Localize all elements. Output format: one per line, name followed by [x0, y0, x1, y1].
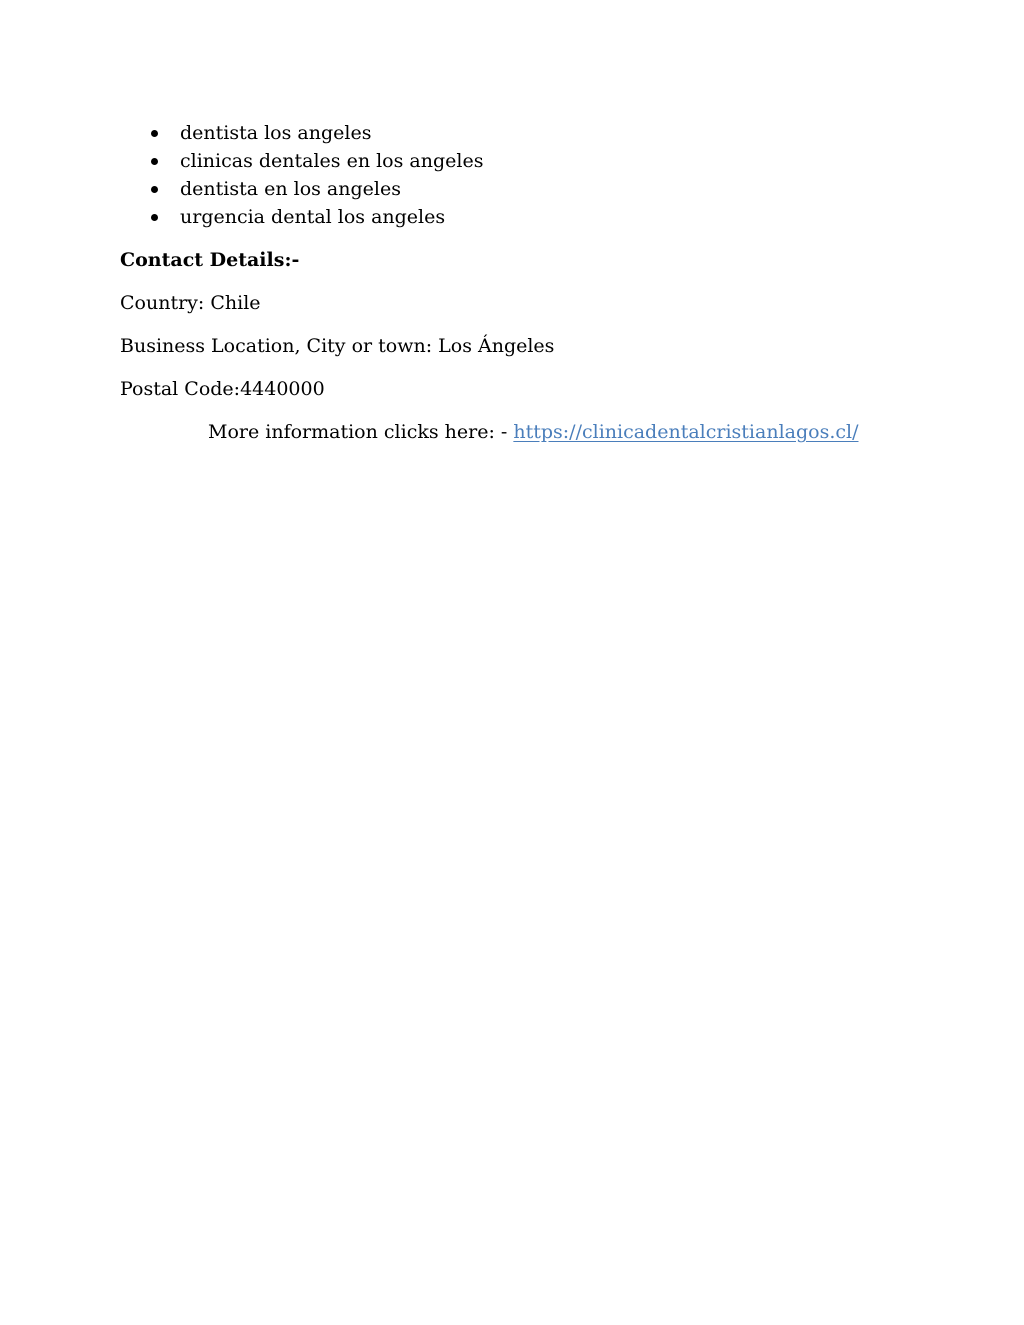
postal-code-line: Postal Code:4440000	[120, 378, 325, 400]
country-line: Country: Chile	[120, 292, 261, 314]
bullet-icon	[151, 158, 158, 165]
list-item	[120, 203, 483, 231]
more-info-label: More information clicks here: -	[208, 421, 514, 443]
list-item-text: urgencia dental los angeles	[180, 206, 446, 228]
website-link[interactable]: https://clinicadentalcristianlagos.cl/	[513, 421, 859, 443]
keyword-list	[120, 119, 483, 231]
bullet-icon	[151, 130, 158, 137]
bullet-icon	[151, 214, 158, 221]
more-info-line	[208, 419, 859, 445]
list-item-text: dentista en los angeles	[180, 178, 401, 200]
list-item	[120, 119, 483, 147]
list-item	[120, 147, 483, 175]
contact-details-heading: Contact Details:-	[120, 249, 300, 271]
business-location-line: Business Location, City or town: Los Ángeles	[120, 335, 555, 357]
bullet-icon	[151, 186, 158, 193]
list-item-text: dentista los angeles	[180, 122, 372, 144]
list-item	[120, 175, 483, 203]
list-item-text: clinicas dentales en los angeles	[180, 150, 484, 172]
